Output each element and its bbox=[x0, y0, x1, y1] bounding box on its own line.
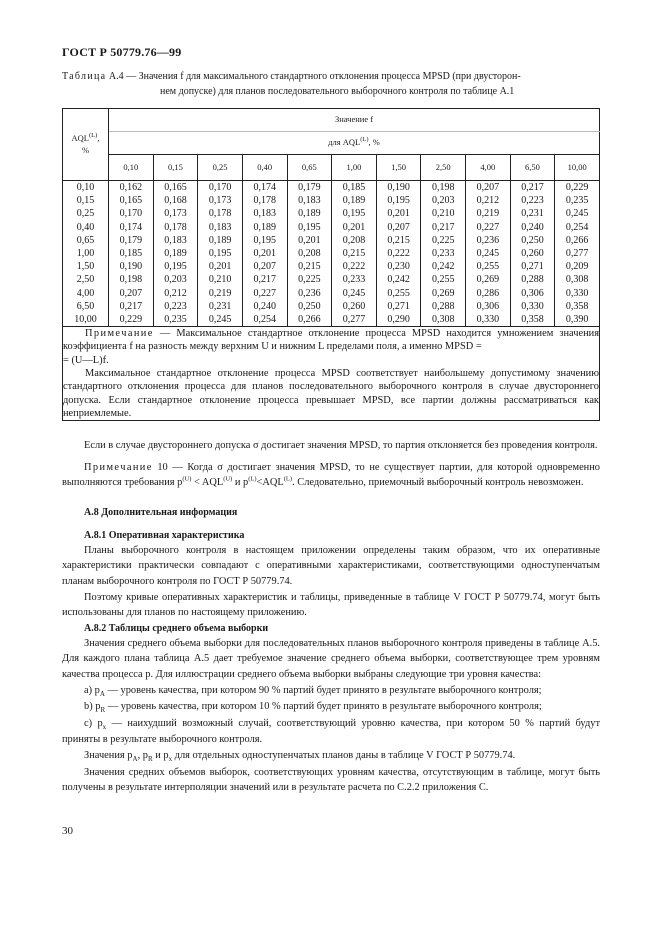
aql-column-header: $AQL^{(L)}$, % bbox=[63, 109, 109, 181]
column-header: 0,10 bbox=[109, 155, 154, 181]
f-value: 0,173 bbox=[164, 208, 187, 220]
f-value: 0,190 bbox=[119, 261, 143, 273]
f-value: 0,245 bbox=[208, 313, 232, 325]
f-value: 0,207 bbox=[476, 182, 500, 193]
aql-sub-header: для $AQL^{(L)}$, % bbox=[109, 132, 600, 155]
f-value: 0,306 bbox=[476, 300, 500, 312]
f-value: 0,288 bbox=[431, 300, 455, 312]
f-value: 0,168 bbox=[164, 195, 187, 207]
table-cell bbox=[466, 221, 511, 261]
column-header: 10,00 bbox=[555, 155, 600, 181]
table-cell bbox=[198, 181, 243, 221]
aql-value: 1,50 bbox=[76, 261, 95, 273]
table-row-group bbox=[63, 181, 600, 221]
f-value: 0,210 bbox=[431, 208, 455, 220]
f-value: 0,223 bbox=[521, 195, 544, 207]
f-value: 0,288 bbox=[521, 274, 544, 286]
f-value: 0,255 bbox=[476, 261, 500, 273]
f-value: 0,189 bbox=[208, 234, 232, 246]
f-value: 0,183 bbox=[208, 221, 232, 233]
f-value: 0,240 bbox=[253, 300, 276, 312]
table-cell bbox=[466, 181, 511, 221]
f-value: 0,286 bbox=[476, 287, 500, 299]
table-body bbox=[63, 181, 600, 327]
table-cell bbox=[153, 181, 198, 221]
f-value: 0,210 bbox=[208, 274, 232, 286]
a81-paragraph-1: Планы выборочного контроля в настоящем приложении определены таким образом, что их оперативные характеристики практически совпадают с оперативными характеристиками, соответствующими одноступенчатым планам выборочного контроля по ГОСТ Р 50779.74. bbox=[62, 544, 600, 588]
note-p2: Максимальное стандартное отклонение процесса MPSD соответствует наибольшему допустимому значению стандартного отклонения процесса для планов последовательного выборочного контроля в случае двустороннего допуска. Если стандартное отклонение процесса превышает MPSD, все партии должны рассматриваться как неприемлемые. bbox=[63, 368, 599, 419]
column-header: 2,50 bbox=[421, 155, 466, 181]
f-value: 0,209 bbox=[565, 261, 589, 273]
table-cell bbox=[421, 300, 466, 327]
aql-value: 0,65 bbox=[76, 234, 95, 246]
f-value: 0,255 bbox=[431, 274, 455, 286]
list-item-a: a) $p_A$ — уровень качества, при котором 90 % партий будет принято в результате выборочного контроля; bbox=[84, 684, 542, 698]
note-10: Примечание 10 — Когда σ достигает значения MPSD, то не существует партии, для которой одновременно выполняются требования $p^{(U)} < AQL^{(U)}$ и $p^{(L)}<AQL^{(L)}$. Следовательно, приемочный выборочный контроль невозможен. bbox=[62, 461, 600, 489]
f-value: 0,185 bbox=[342, 182, 366, 193]
table-cell bbox=[153, 300, 198, 327]
table-cell bbox=[510, 181, 555, 221]
f-value: 0,290 bbox=[387, 313, 410, 325]
table-cell bbox=[109, 300, 154, 327]
table-caption bbox=[62, 70, 602, 99]
table-cell bbox=[242, 221, 287, 261]
aql-value: 6,50 bbox=[76, 300, 95, 312]
f-value: 0,215 bbox=[342, 247, 366, 259]
table-cell bbox=[421, 260, 466, 300]
f-value: 0,250 bbox=[298, 300, 321, 312]
a81-paragraph-2: Поэтому кривые оперативных характеристик и таблицы, приведенные в таблице V ГОСТ Р 50779.74, могут быть использованы для планов по настоящему приложению. bbox=[62, 591, 600, 619]
body-text bbox=[62, 438, 600, 796]
f-value: 0,245 bbox=[342, 287, 366, 299]
f-value: 0,242 bbox=[387, 274, 410, 286]
f-value: 0,245 bbox=[565, 208, 589, 220]
section-a8-title: А.8 Дополнительная информация bbox=[84, 506, 238, 518]
f-value: 0,208 bbox=[298, 247, 321, 259]
table-cell bbox=[242, 181, 287, 221]
f-value: 0,277 bbox=[565, 247, 589, 259]
f-value: 0,330 bbox=[476, 313, 500, 325]
f-value: 0,183 bbox=[164, 234, 187, 246]
column-header: 0,40 bbox=[242, 155, 287, 181]
f-value: 0,227 bbox=[253, 287, 276, 299]
f-value: 0,223 bbox=[164, 300, 187, 312]
document-header: ГОСТ Р 50779.76—99 bbox=[62, 45, 182, 59]
f-value: 0,189 bbox=[164, 247, 187, 259]
column-header: 6,50 bbox=[510, 155, 555, 181]
f-value: 0,201 bbox=[208, 261, 232, 273]
section-a81-title: А.8.1 Оперативная характеристика bbox=[84, 529, 245, 541]
list-item-b: b) $p_R$ — уровень качества, при котором 10 % партий будет принято в результате выборочного контроля; bbox=[84, 701, 542, 715]
para-reject: Если в случае двустороннего допуска σ достигает значения MPSD, то партия отклоняется без проведения контроля. bbox=[84, 440, 598, 451]
table-row-group bbox=[63, 221, 600, 261]
f-value: 0,201 bbox=[253, 247, 276, 259]
f-value: 0,195 bbox=[342, 208, 366, 220]
table-cell bbox=[466, 300, 511, 327]
column-header: 0,25 bbox=[198, 155, 243, 181]
f-value: 0,195 bbox=[298, 221, 321, 233]
f-value: 0,195 bbox=[253, 234, 276, 246]
f-value: 0,235 bbox=[164, 313, 187, 325]
f-value: 0,165 bbox=[119, 195, 143, 207]
f-value: 0,198 bbox=[431, 182, 455, 193]
f-value: 0,242 bbox=[431, 261, 455, 273]
f-value: 0,308 bbox=[431, 313, 455, 325]
f-value: 0,306 bbox=[521, 287, 544, 299]
f-value: 0,271 bbox=[521, 261, 544, 273]
f-value: 0,358 bbox=[565, 300, 589, 312]
caption-label: Таблица bbox=[62, 71, 107, 82]
table-cell bbox=[376, 221, 421, 261]
aql-row-labels bbox=[63, 221, 109, 261]
f-value: 0,178 bbox=[164, 221, 187, 233]
f-value: 0,201 bbox=[342, 221, 366, 233]
f-value: 0,235 bbox=[565, 195, 589, 207]
f-value: 0,219 bbox=[476, 208, 500, 220]
f-value: 0,174 bbox=[253, 182, 276, 193]
a82-paragraph-1: Значения среднего объема выборки для последовательных планов выборочного контроля приведены в таблице А.5. Для каждого плана таблица А.5 дает требуемое значение среднего объема выборки, соответствующее трем уровням качества процесса p. Для иллюстрации среднего объема выборки выбраны следующие три уровня качества: bbox=[62, 637, 600, 681]
f-value: 0,245 bbox=[476, 247, 500, 259]
f-value: 0,250 bbox=[521, 234, 544, 246]
caption-line1: А.4 — Значения f для максимального стандартного отклонения процесса MPSD (при двусторон- bbox=[106, 71, 521, 82]
table-cell bbox=[376, 181, 421, 221]
f-value: 0,230 bbox=[387, 261, 410, 273]
f-value: 0,260 bbox=[521, 247, 544, 259]
table-cell bbox=[510, 300, 555, 327]
f-value: 0,215 bbox=[387, 234, 410, 246]
f-value: 0,240 bbox=[521, 221, 544, 233]
f-value: 0,195 bbox=[164, 261, 187, 273]
f-value: 0,231 bbox=[208, 300, 232, 312]
f-value: 0,203 bbox=[431, 195, 455, 207]
f-value: 0,229 bbox=[119, 313, 143, 325]
f-value: 0,260 bbox=[342, 300, 366, 312]
f-value: 0,212 bbox=[476, 195, 500, 207]
f-value: 0,173 bbox=[208, 195, 232, 207]
f-value: 0,255 bbox=[387, 287, 410, 299]
f-value: 0,178 bbox=[208, 208, 232, 220]
table-cell bbox=[510, 260, 555, 300]
f-value: 0,217 bbox=[521, 182, 544, 193]
f-value: 0,208 bbox=[342, 234, 366, 246]
f-value: 0,189 bbox=[253, 221, 276, 233]
f-value: 0,330 bbox=[521, 300, 544, 312]
f-value: 0,330 bbox=[565, 287, 589, 299]
caption-line2: нем допуске) для планов последовательного выборочного контроля по таблице А.1 bbox=[160, 85, 515, 97]
f-value: 0,215 bbox=[298, 261, 321, 273]
table-cell bbox=[466, 260, 511, 300]
table-cell bbox=[287, 181, 332, 221]
f-value: 0,277 bbox=[342, 313, 366, 325]
table-cell bbox=[332, 181, 377, 221]
aql-value: 0,25 bbox=[76, 208, 95, 220]
f-value: 0,174 bbox=[119, 221, 143, 233]
data-table bbox=[62, 108, 600, 421]
f-value: 0,254 bbox=[565, 221, 589, 233]
aql-row-labels bbox=[63, 260, 109, 300]
f-value: 0,390 bbox=[565, 313, 589, 325]
f-value: 0,358 bbox=[521, 313, 544, 325]
f-value: 0,222 bbox=[387, 247, 410, 259]
f-value: 0,162 bbox=[119, 182, 143, 193]
f-value: 0,266 bbox=[565, 234, 589, 246]
f-value: 0,254 bbox=[253, 313, 276, 325]
f-value: 0,219 bbox=[208, 287, 232, 299]
table-note bbox=[63, 327, 600, 421]
table-cell bbox=[555, 181, 600, 221]
f-value: 0,233 bbox=[431, 247, 455, 259]
table-cell bbox=[109, 260, 154, 300]
aql-value: 0,15 bbox=[76, 195, 95, 207]
f-value: 0,195 bbox=[208, 247, 232, 259]
table-cell bbox=[376, 300, 421, 327]
a82-paragraph-3: Значения средних объемов выборок, соответствующих уровням качества, отсутствующим в таблице, могут быть получены в результате интерполяции значений или в результате расчета по С.2.2 приложения С. bbox=[62, 766, 600, 794]
f-value: 0,266 bbox=[298, 313, 321, 325]
table-cell bbox=[198, 260, 243, 300]
column-header: 1,50 bbox=[376, 155, 421, 181]
table-cell bbox=[376, 260, 421, 300]
aql-value: 0,40 bbox=[76, 221, 95, 233]
f-value: 0,217 bbox=[253, 274, 276, 286]
f-value: 0,165 bbox=[164, 182, 187, 193]
f-value: 0,178 bbox=[253, 195, 276, 207]
table-cell bbox=[287, 221, 332, 261]
table-cell bbox=[198, 221, 243, 261]
f-value: 0,231 bbox=[521, 208, 544, 220]
table-cell bbox=[421, 221, 466, 261]
f-value: 0,225 bbox=[431, 234, 455, 246]
table-cell bbox=[198, 300, 243, 327]
aql-value: 2,50 bbox=[76, 274, 95, 286]
f-value: 0,269 bbox=[476, 274, 500, 286]
f-value: 0,207 bbox=[119, 287, 143, 299]
column-header: 1,00 bbox=[332, 155, 377, 181]
f-value: 0,189 bbox=[342, 195, 366, 207]
f-value: 0,198 bbox=[119, 274, 143, 286]
f-value: 0,222 bbox=[342, 261, 366, 273]
a82-paragraph-2: Значения $p_A$, $p_R$ и $p_x$ для отдельных одноступенчатых планов даны в таблице V ГОСТ Р 50779.74. bbox=[84, 750, 516, 764]
table-cell bbox=[287, 300, 332, 327]
column-header: 0,15 bbox=[153, 155, 198, 181]
f-value: 0,170 bbox=[208, 182, 232, 193]
aql-value: 4,00 bbox=[76, 287, 95, 299]
column-header: 0,65 bbox=[287, 155, 332, 181]
f-value: 0,233 bbox=[342, 274, 366, 286]
f-value: 0,189 bbox=[298, 208, 321, 220]
f-value: 0,229 bbox=[565, 182, 589, 193]
f-value: 0,217 bbox=[431, 221, 455, 233]
table-cell bbox=[242, 300, 287, 327]
f-value: 0,207 bbox=[387, 221, 410, 233]
table-cell bbox=[287, 260, 332, 300]
table-cell bbox=[109, 221, 154, 261]
f-value: 0,217 bbox=[119, 300, 143, 312]
aql-value: 10,00 bbox=[74, 313, 97, 325]
f-value: 0,185 bbox=[119, 247, 143, 259]
f-value: 0,170 bbox=[119, 208, 143, 220]
f-value: 0,236 bbox=[298, 287, 321, 299]
table-cell bbox=[153, 260, 198, 300]
section-a82-title: А.8.2 Таблицы среднего объема выборки bbox=[84, 622, 269, 634]
table-cell bbox=[555, 260, 600, 300]
table-cell bbox=[242, 260, 287, 300]
page-number: 30 bbox=[62, 825, 73, 837]
f-value: 0,183 bbox=[253, 208, 276, 220]
table-cell bbox=[421, 181, 466, 221]
f-value: 0,207 bbox=[253, 261, 276, 273]
f-value: 0,195 bbox=[387, 195, 410, 207]
f-value: 0,212 bbox=[164, 287, 187, 299]
table-row-group bbox=[63, 300, 600, 327]
aql-row-labels bbox=[63, 300, 109, 327]
table-cell bbox=[555, 300, 600, 327]
aql-value: 0,10 bbox=[76, 182, 95, 193]
f-value: 0,203 bbox=[164, 274, 187, 286]
table-cell bbox=[332, 260, 377, 300]
table-cell bbox=[555, 221, 600, 261]
f-value: 0,225 bbox=[298, 274, 321, 286]
list-item-c: c) $p_x$ — наихудший возможный случай, соответствующий уровню качества, при котором 50 % партий будут приняты в результате выборочного контроля. bbox=[62, 717, 600, 746]
table-row-group bbox=[63, 260, 600, 300]
column-header: 4,00 bbox=[466, 155, 511, 181]
f-value: 0,271 bbox=[387, 300, 410, 312]
f-value: 0,201 bbox=[387, 208, 410, 220]
table-cell bbox=[332, 221, 377, 261]
f-value: 0,227 bbox=[476, 221, 500, 233]
note-label: Примечание bbox=[85, 328, 154, 340]
f-value: 0,236 bbox=[476, 234, 500, 246]
value-f-header: Значение f bbox=[109, 109, 600, 132]
aql-row-labels bbox=[63, 181, 109, 221]
f-value: 0,201 bbox=[298, 234, 321, 246]
column-header-row bbox=[63, 155, 600, 181]
note-p1-formula: = (U—L)f. bbox=[63, 354, 109, 366]
f-value: 0,179 bbox=[298, 182, 321, 193]
f-value: 0,179 bbox=[119, 234, 143, 246]
f-value: 0,190 bbox=[387, 182, 410, 193]
table-cell bbox=[510, 221, 555, 261]
f-value: 0,269 bbox=[431, 287, 455, 299]
table-cell bbox=[332, 300, 377, 327]
table-cell bbox=[153, 221, 198, 261]
aql-value: 1,00 bbox=[76, 247, 95, 259]
f-value: 0,308 bbox=[565, 274, 589, 286]
table-cell bbox=[109, 181, 154, 221]
note-p1: — Максимальное стандартное отклонение процесса MPSD находится умножением значения коэффициента f на разность между верхним U и нижним L пределами поля, а именно MPSD = bbox=[63, 328, 599, 353]
f-value: 0,183 bbox=[298, 195, 321, 207]
table-a4 bbox=[62, 108, 600, 421]
